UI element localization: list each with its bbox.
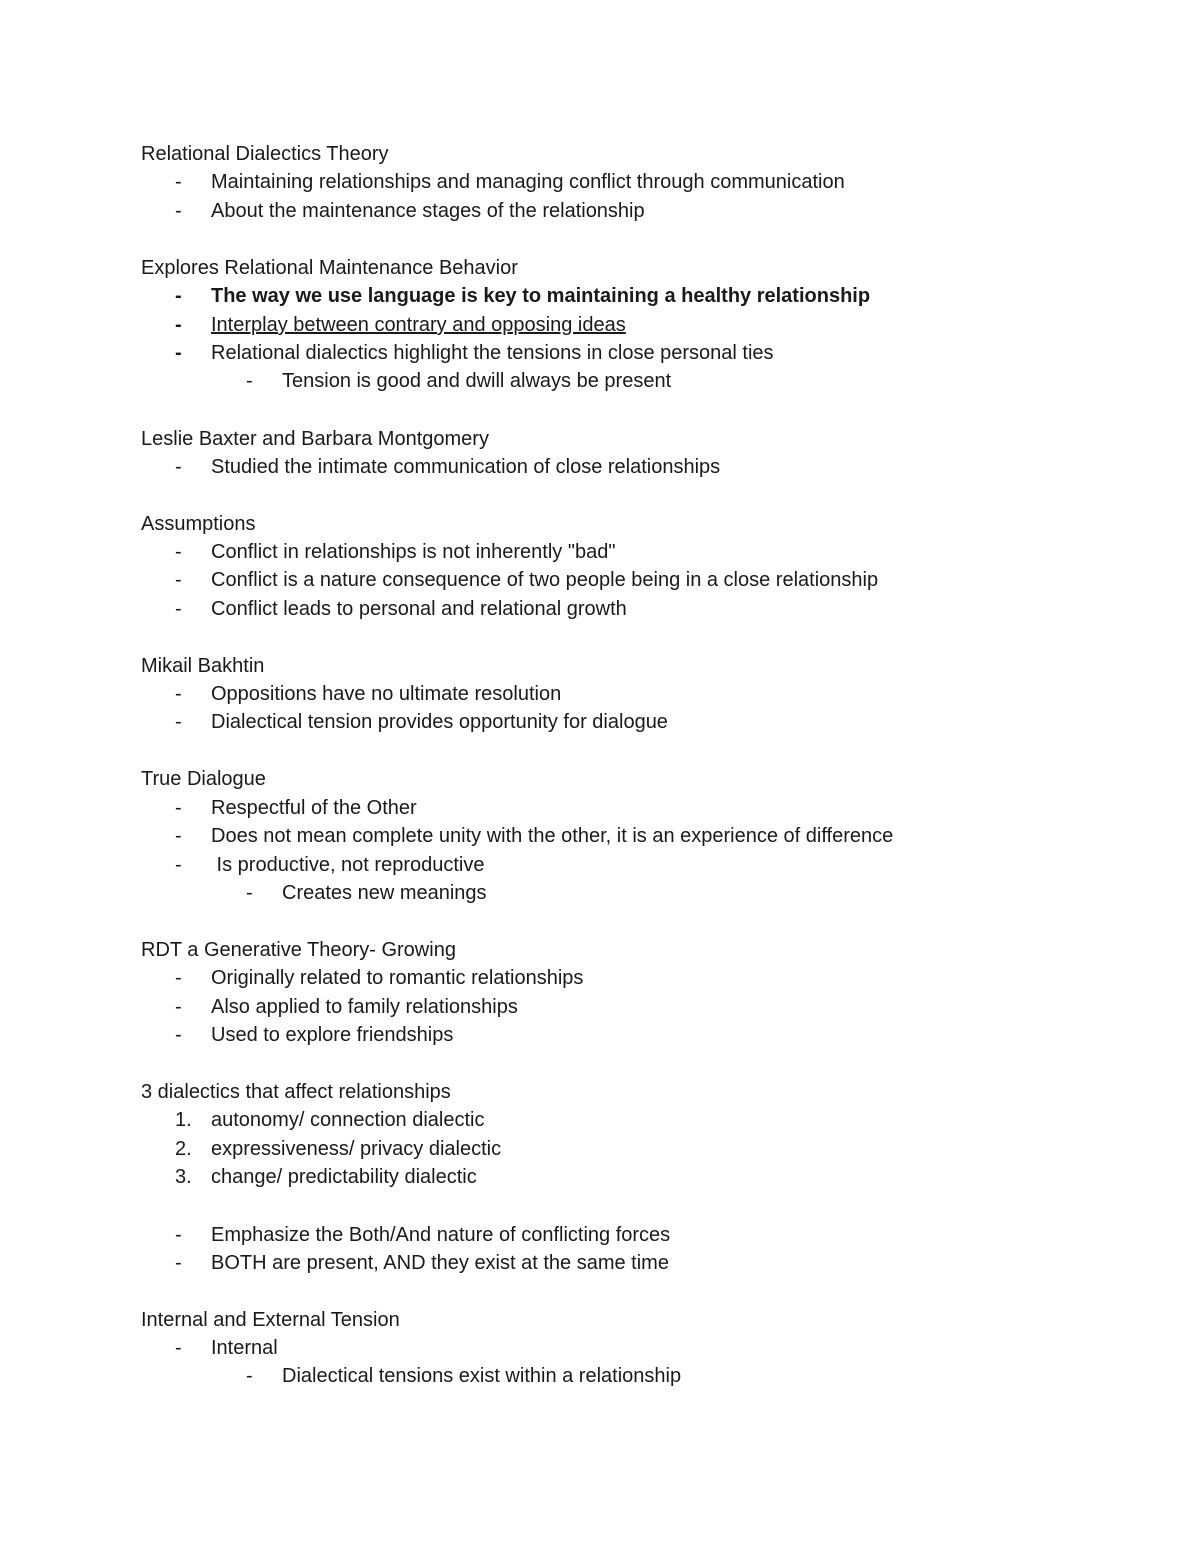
bullet-dash: - <box>175 1024 182 1046</box>
section-heading: Explores Relational Maintenance Behavior <box>141 257 518 279</box>
bullet-dash: - <box>175 825 182 847</box>
bullet-dash: - <box>175 285 182 307</box>
section-heading: True Dialogue <box>141 768 266 790</box>
bullet-dash: - <box>175 711 182 733</box>
bullet-dash: - <box>175 1224 182 1246</box>
sub-list-item: Tension is good and dwill always be present <box>282 370 672 392</box>
list-item: Is productive, not reproductive <box>211 854 485 876</box>
section-heading: Internal and External Tension <box>141 1309 400 1331</box>
list-item: Does not mean complete unity with the other, it is an experience of difference <box>211 825 894 847</box>
list-item: Oppositions have no ultimate resolution <box>211 683 562 705</box>
bullet-dash: - <box>175 569 182 591</box>
bullet-dash: - <box>175 1337 182 1359</box>
list-number: 2. <box>175 1138 192 1160</box>
section-heading: 3 dialectics that affect relationships <box>141 1081 451 1103</box>
bullet-dash: - <box>175 996 182 1018</box>
section-heading: Assumptions <box>141 513 256 535</box>
bullet-dash: - <box>175 854 182 876</box>
list-item: BOTH are present, AND they exist at the same time <box>211 1252 669 1274</box>
bullet-dash: - <box>175 967 182 989</box>
bullet-dash: - <box>175 314 182 336</box>
list-item: Respectful of the Other <box>211 797 417 819</box>
bullet-dash: - <box>175 541 182 563</box>
sub-bullet-dash: - <box>246 882 253 904</box>
list-item: Interplay between contrary and opposing ideas <box>211 314 626 336</box>
list-item: Used to explore friendships <box>211 1024 454 1046</box>
bullet-dash: - <box>175 1252 182 1274</box>
list-item: The way we use language is key to maintaining a healthy relationship <box>211 285 871 307</box>
sub-list-item: Dialectical tensions exist within a relationship <box>282 1365 682 1387</box>
list-item: Originally related to romantic relationships <box>211 967 584 989</box>
numbered-item: change/ predictability dialectic <box>211 1166 477 1188</box>
list-item: Maintaining relationships and managing conflict through communication <box>211 171 845 193</box>
list-item: Conflict leads to personal and relational growth <box>211 598 627 620</box>
numbered-item: expressiveness/ privacy dialectic <box>211 1138 502 1160</box>
bullet-dash: - <box>175 683 182 705</box>
list-item: Relational dialectics highlight the tensions in close personal ties <box>211 342 774 364</box>
bullet-dash: - <box>175 200 182 222</box>
section-heading: Leslie Baxter and Barbara Montgomery <box>141 428 489 450</box>
list-item: Dialectical tension provides opportunity for dialogue <box>211 711 668 733</box>
bullet-dash: - <box>175 598 182 620</box>
list-item: Conflict is a nature consequence of two people being in a close relationship <box>211 569 879 591</box>
list-item: Studied the intimate communication of close relationships <box>211 456 721 478</box>
list-number: 1. <box>175 1109 192 1131</box>
list-item: About the maintenance stages of the relationship <box>211 200 645 222</box>
list-item: Internal <box>211 1337 278 1359</box>
numbered-item: autonomy/ connection dialectic <box>211 1109 485 1131</box>
list-item: Conflict in relationships is not inherently "bad" <box>211 541 616 563</box>
sub-bullet-dash: - <box>246 1365 253 1387</box>
list-item: Emphasize the Both/And nature of conflicting forces <box>211 1224 671 1246</box>
section-heading: RDT a Generative Theory- Growing <box>141 939 456 961</box>
list-item: Also applied to family relationships <box>211 996 518 1018</box>
bullet-dash: - <box>175 342 182 364</box>
list-number: 3. <box>175 1166 192 1188</box>
sub-list-item: Creates new meanings <box>282 882 487 904</box>
sub-bullet-dash: - <box>246 370 253 392</box>
section-heading: Relational Dialectics Theory <box>141 143 389 165</box>
bullet-dash: - <box>175 797 182 819</box>
section-heading: Mikail Bakhtin <box>141 655 265 677</box>
bullet-dash: - <box>175 456 182 478</box>
bullet-dash: - <box>175 171 182 193</box>
